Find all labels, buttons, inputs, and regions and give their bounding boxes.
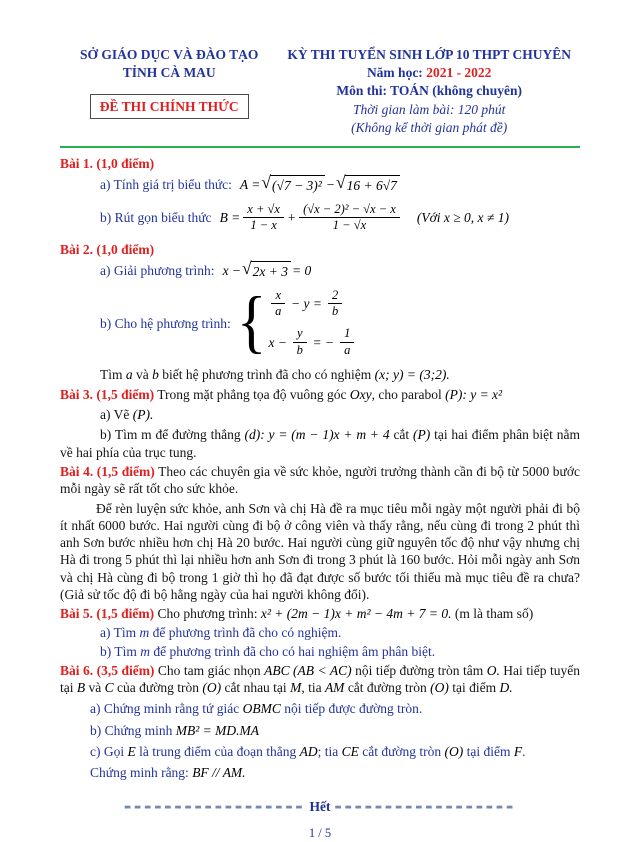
math-run: (P).	[132, 407, 154, 423]
system-brace: {	[236, 284, 267, 361]
denominator: a	[275, 304, 282, 319]
duration-line: Thời gian làm bài: 120 phút	[353, 101, 506, 117]
math-run: +	[286, 210, 297, 226]
problem-5-item-a	[60, 624, 580, 641]
math-run: x −	[268, 334, 287, 350]
math-run: E	[127, 743, 136, 759]
fraction	[340, 327, 354, 358]
text-run: , tia	[301, 680, 325, 696]
numerator: y	[293, 327, 307, 343]
text-run: để phương trình đã cho có nghiệm.	[149, 625, 342, 641]
system-row-1	[268, 289, 357, 320]
system-rows	[268, 289, 357, 358]
problem-6-item-b	[60, 722, 580, 739]
item-label: a) Tính giá trị biểu thức:	[100, 177, 232, 193]
problem-3-item-b	[60, 426, 580, 461]
text-run: ; tia	[317, 743, 342, 759]
math-run: CE	[341, 743, 359, 759]
problem-4-paragraph-2: Để rèn luyện sức khỏe, anh Sơn và chị Hà đề ra mục tiêu mỗi ngày một người phải đi bộ ít nhất 6000 bước. Hai người cùng đi bộ ở công viên và thấy rằng, nếu cùng đi trong 2 phút thì anh Sơn bước nhiều hơn chị Hà 20 bước. Hai người cùng giữ nguyên tốc độ như vậy nhưng chị Hà đi trong 5 phút thì lại nhiều hơn anh Sơn đi trong 3 phút là 160 bước. Hỏi mỗi ngày anh Sơn và chị Hà cùng đi bộ trong 1 giờ thì họ đã đạt được số bước tối thiểu mà mục tiêu đề ra chưa? (Giả sử tốc độ đi bộ hằng ngày của hai người không đổi).	[60, 500, 580, 602]
equation-system	[236, 284, 358, 361]
problem-6-intro	[60, 662, 580, 697]
issuer-province: TỈNH CÀ MAU	[122, 65, 216, 81]
text-run: cắt nhau tại	[221, 680, 291, 696]
school-year-line	[278, 64, 580, 82]
problem-1-item-a	[60, 172, 580, 194]
math-run: Oxy	[349, 386, 372, 402]
fraction	[271, 289, 285, 320]
text-run: của đường tròn	[113, 680, 203, 696]
problem-2-note	[60, 366, 580, 383]
numerator: (√x − 2)² − √x − x	[299, 203, 400, 219]
problem-5-item-b	[60, 643, 580, 660]
math-run: OBMC	[242, 701, 281, 717]
item-label: a) Vẽ	[100, 407, 133, 423]
document-header	[60, 46, 580, 137]
text-run: và	[85, 680, 105, 696]
numerator: x	[271, 289, 285, 305]
radical	[242, 258, 291, 280]
problem-1-item-b	[60, 203, 580, 234]
subject-line: Môn thi: TOÁN (không chuyên)	[336, 83, 522, 99]
math-run: (x; y) = (3;2).	[374, 366, 450, 382]
text-run: (m là tham số)	[451, 606, 534, 622]
page-number: 1 / 5	[308, 825, 332, 840]
problem-6-item-a	[60, 700, 580, 717]
radical-sign: √	[261, 172, 272, 193]
end-dash-right: ▬▬▬▬▬▬▬▬▬▬▬▬▬▬▬▬▬▬	[334, 801, 517, 811]
end-dash-left: ▬▬▬▬▬▬▬▬▬▬▬▬▬▬▬▬▬▬	[123, 801, 306, 811]
text-run: Hai tiếp tuyến tại	[60, 662, 580, 696]
problem-4-paragraph-1	[60, 463, 580, 498]
text-run: Tìm	[100, 366, 126, 382]
math-run: B	[76, 680, 86, 696]
item-label: a) Tìm	[100, 625, 140, 641]
formula-B	[220, 203, 403, 234]
exam-title: KỲ THI TUYỂN SINH LỚP 10 THPT CHUYÊN	[287, 47, 572, 62]
text-run: và	[132, 366, 153, 382]
official-exam-stamp	[90, 94, 249, 118]
problem-6-title: Bài 6. (3,5 điểm)	[60, 662, 155, 678]
formula-A	[239, 172, 401, 194]
denominator: a	[344, 342, 351, 357]
radical-sign: √	[242, 258, 252, 279]
text-run: cắt đường tròn	[344, 680, 431, 696]
math-run: − y =	[291, 296, 322, 312]
exam-info-block	[278, 46, 580, 137]
math-run: m	[140, 643, 150, 659]
official-exam-stamp-label: ĐỀ THI CHÍNH THỨC	[99, 99, 239, 115]
text-run: Chứng minh rằng:	[90, 765, 193, 781]
text-run: Theo các chuyên gia về sức khỏe, người trưởng thành cần đi bộ từ 5000 bước mỗi ngày sẽ rất tốt cho sức khỏe.	[60, 463, 580, 497]
math-run: a	[125, 366, 133, 382]
text-run: biết hệ phương trình đã cho có nghiệm	[158, 366, 375, 382]
end-of-exam-row	[60, 798, 580, 815]
denominator: b	[296, 342, 303, 357]
school-year-value: 2021 - 2022	[426, 65, 492, 81]
text-run: cắt	[389, 427, 414, 443]
radical	[335, 172, 400, 194]
problem-5	[60, 605, 580, 660]
problem-4	[60, 463, 580, 603]
problem-3-title: Bài 3. (1,5 điểm)	[60, 386, 155, 402]
problem-3-item-a	[60, 406, 580, 423]
condition: (Với x ≥ 0, x ≠ 1)	[416, 210, 509, 226]
denominator: b	[332, 304, 339, 319]
radical	[261, 172, 324, 194]
problem-3	[60, 386, 580, 461]
math-run: (O)	[444, 743, 464, 759]
problem-6-item-c	[60, 743, 580, 760]
text-run: Cho tam giác nhọn	[154, 662, 265, 678]
item-label: a) Giải phương trình:	[100, 263, 215, 279]
math-run: (O)	[430, 680, 449, 696]
text-run: tại điểm	[463, 743, 514, 759]
math-run: O.	[486, 662, 500, 678]
math-run: D.	[499, 680, 513, 696]
radicand: 2x + 3	[251, 261, 291, 280]
problem-2-item-a	[60, 258, 580, 280]
math-run: = 0	[292, 263, 312, 279]
math-run: (O)	[202, 680, 222, 696]
math-run: BF // AM.	[192, 765, 246, 781]
issuer-name: SỞ GIÁO DỤC VÀ ĐÀO TẠO	[79, 47, 259, 62]
radical-sign: √	[335, 172, 346, 193]
math-run: M	[290, 680, 302, 696]
problem-5-intro	[60, 605, 580, 622]
radicand: 16 + 6√7	[345, 175, 400, 194]
duration-note: (Không kể thời gian phát đề)	[351, 119, 508, 135]
numerator: 2	[328, 289, 342, 305]
problem-3-intro	[60, 386, 580, 403]
item-label: b) Tìm m để đường thẳng	[100, 427, 245, 443]
text-run: Cho phương trình:	[154, 606, 261, 622]
math-run: B =	[219, 210, 241, 226]
fraction	[243, 203, 284, 234]
math-run: F	[513, 743, 523, 759]
math-run: (P): y = x²	[445, 386, 503, 402]
text-run: để phương trình đã cho có hai nghiệm âm phân biệt.	[150, 643, 436, 659]
item-label: c) Gọi	[90, 743, 128, 759]
text-run: , cho parabol	[371, 386, 446, 402]
issuer-block	[60, 46, 278, 137]
problem-2-title: Bài 2. (1,0 điểm)	[60, 242, 155, 258]
text-run: tại hai điểm phân biệt nằm về hai phía của trục tung.	[60, 427, 580, 460]
problem-4-title: Bài 4. (1,5 điểm)	[60, 463, 155, 479]
header-divider	[60, 146, 580, 148]
math-run: = −	[312, 334, 335, 350]
problem-6	[60, 662, 580, 782]
problem-2-item-b	[60, 284, 580, 361]
fraction	[299, 203, 400, 234]
item-label: b) Cho hệ phương trình:	[100, 315, 231, 331]
math-run: A =	[239, 177, 261, 193]
school-year-label: Năm học:	[366, 65, 427, 81]
math-run: (d): y = (m − 1)x + m + 4	[244, 427, 390, 443]
fraction	[328, 289, 342, 320]
fraction	[293, 327, 307, 358]
math-run: x² + (2m − 1)x + m² − 4m + 7 = 0.	[260, 606, 452, 622]
text-run: cắt đường tròn	[358, 743, 445, 759]
item-label: a) Chứng minh rằng tứ giác	[90, 701, 243, 717]
denominator: 1 − √x	[332, 218, 367, 233]
math-run: b	[152, 366, 159, 382]
math-run: x −	[222, 263, 242, 279]
problem-5-title: Bài 5. (1,5 điểm)	[60, 606, 155, 622]
math-run: AM	[324, 680, 345, 696]
text-run: .	[522, 743, 526, 759]
text-run: tại điểm	[448, 680, 500, 696]
math-run: MB² = MD.MA	[175, 722, 259, 738]
text-run: nội tiếp được đường tròn.	[280, 701, 423, 717]
item-label: b) Tìm	[100, 643, 141, 659]
math-run: −	[325, 177, 335, 193]
math-run: m	[139, 625, 150, 641]
math-run: ABC (AB < AC)	[264, 662, 352, 678]
text-run: nội tiếp đường tròn tâm	[351, 662, 487, 678]
problem-1	[60, 155, 580, 233]
end-label: Hết	[309, 798, 331, 814]
system-row-2	[268, 327, 357, 358]
numerator: x + √x	[243, 203, 284, 219]
problem-2	[60, 241, 580, 383]
denominator: 1 − x	[250, 218, 277, 233]
text-run: Trong mặt phẳng tọa độ vuông góc	[154, 386, 350, 402]
numerator: 1	[340, 327, 354, 343]
math-run: AD	[299, 743, 318, 759]
item-label: b) Chứng minh	[90, 722, 176, 738]
text-run: là trung điểm của đoạn thẳng	[135, 743, 300, 759]
problem-1-title: Bài 1. (1,0 điểm)	[60, 156, 155, 172]
math-run: (P)	[413, 427, 431, 443]
item-label: b) Rút gọn biểu thức	[100, 210, 212, 226]
problem-6-conclusion	[60, 764, 580, 781]
math-run: C	[104, 680, 114, 696]
equation	[222, 258, 312, 280]
radicand: (√7 − 3)²	[270, 175, 325, 194]
